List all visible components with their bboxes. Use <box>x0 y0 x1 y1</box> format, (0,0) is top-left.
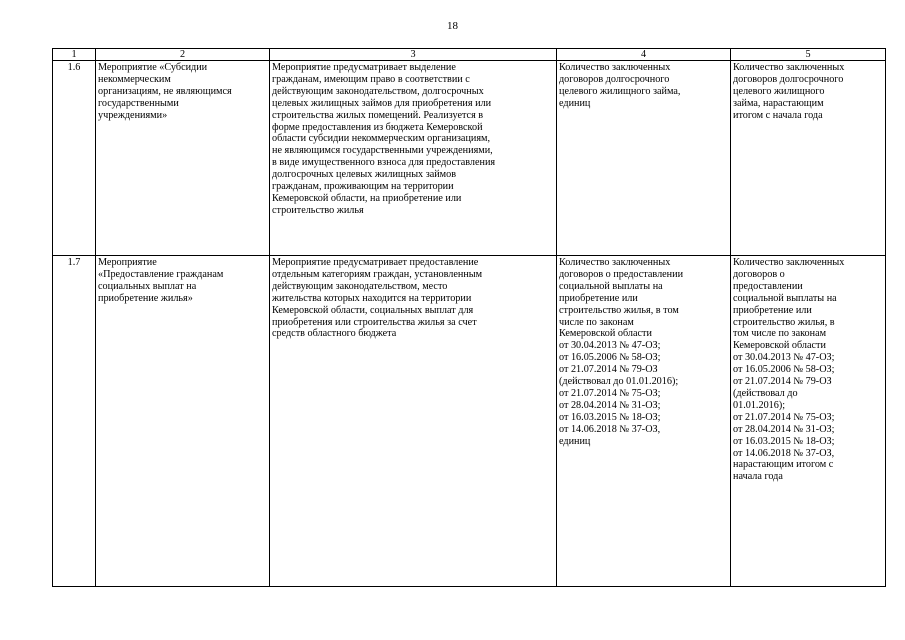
table-header-row <box>53 49 886 61</box>
header-cell-2: 2 <box>96 49 270 61</box>
table-row <box>53 61 886 256</box>
indicator-cumulative: Количество заключенных договоров о предоставлении социальной выплаты на приобретение или строительство жилья, в том числе по законам Кемеровской области от 30.04.2013 № 47-ОЗ; от 16.05.2006 № 58-ОЗ; от 21.07.2014 № 79-ОЗ (действовал до 01.01.2016); от 21.07.2014 № 75-ОЗ; от 28.04.2014 № 31-ОЗ; от 16.03.2015 № 18-ОЗ; от 14.06.2018 № 37-ОЗ, нарастающим итогом с начала года <box>731 256 886 587</box>
event-name: Мероприятие «Предоставление гражданам социальных выплат на приобретение жилья» <box>96 256 270 587</box>
row-number: 1.6 <box>53 61 96 256</box>
header-cell-1: 1 <box>53 49 96 61</box>
indicator: Количество заключенных договоров долгосрочного целевого жилищного займа, единиц <box>557 61 731 256</box>
event-description: Мероприятие предусматривает выделение гражданам, имеющим право в соответствии с действующим законодательством, долгосрочных целевых жилищных займов для приобретения или строительства жилых помещений. Реализуется в форме предоставления из бюджета Кемеровской области субсидии некоммерческим организациям, не являющимся государственными учреждениями, в виде имущественного взноса для предоставления долгосрочных целевых жилищных займов гражданам, проживающим на территории Кемеровской области, на приобретение или строительство жилья <box>270 61 557 256</box>
event-description: Мероприятие предусматривает предоставление отдельным категориям граждан, установленным действующим законодательством, место жительства которых находится на территории Кемеровской области, социальных выплат для приобретения или строительства жилья за счет средств областного бюджета <box>270 256 557 587</box>
header-cell-4: 4 <box>557 49 731 61</box>
page-number: 18 <box>447 20 458 32</box>
header-cell-3: 3 <box>270 49 557 61</box>
table-row <box>53 256 886 587</box>
indicator: Количество заключенных договоров о предоставлении социальной выплаты на приобретение или строительство жилья, в том числе по законам Кемеровской области от 30.04.2013 № 47-ОЗ; от 16.05.2006 № 58-ОЗ; от 21.07.2014 № 79-ОЗ (действовал до 01.01.2016); от 21.07.2014 № 75-ОЗ; от 28.04.2014 № 31-ОЗ; от 16.03.2015 № 18-ОЗ; от 14.06.2018 № 37-ОЗ, единиц <box>557 256 731 587</box>
header-cell-5: 5 <box>731 49 886 61</box>
event-name: Мероприятие «Субсидии некоммерческим организациям, не являющимся государственными учреждениями» <box>96 61 270 256</box>
row-number: 1.7 <box>53 256 96 587</box>
indicator-cumulative: Количество заключенных договоров долгосрочного целевого жилищного займа, нарастающим итогом с начала года <box>731 61 886 256</box>
program-table <box>52 48 886 587</box>
